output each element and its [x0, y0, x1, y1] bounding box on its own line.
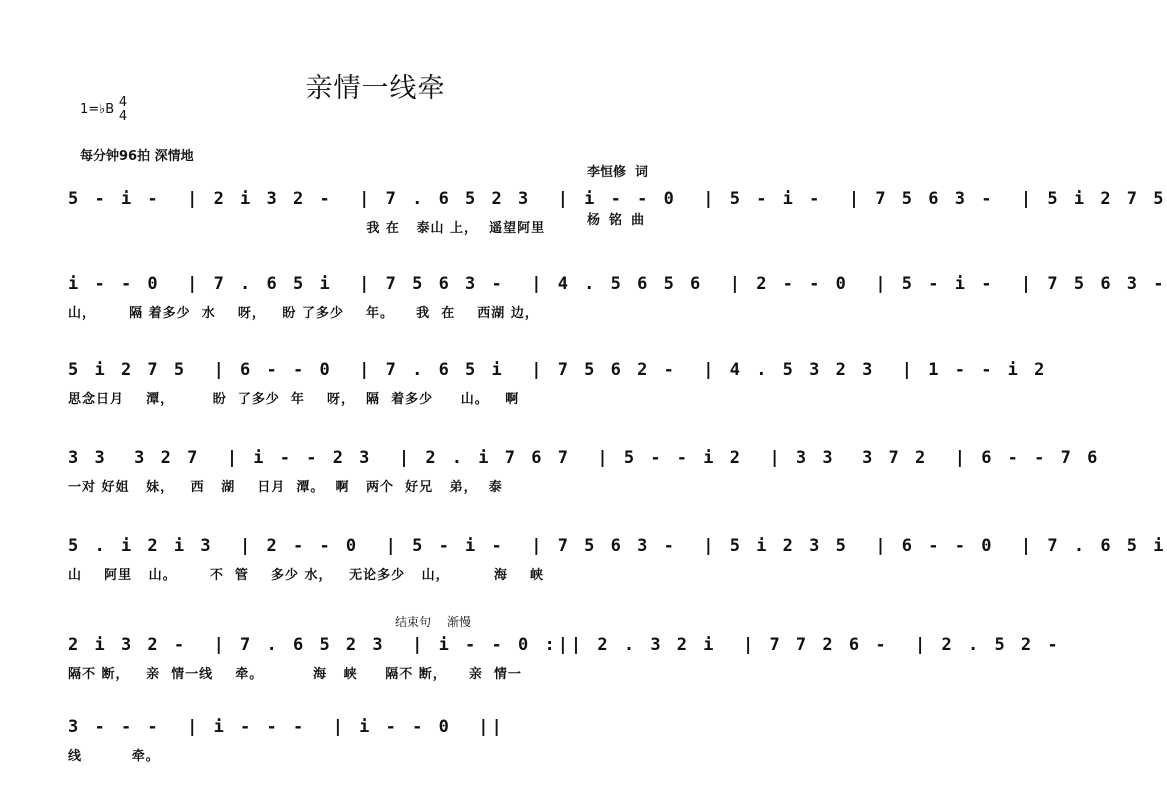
time-top: 4 — [118, 95, 128, 110]
notes-line-5: 5 . i 2 i 3 | 2 - - 0 | 5 - i - | 7 5 6 3 - | 5 i 2 3 5 | 6 - - 0 | 7 . 6 5 i — [68, 536, 1167, 556]
lyrics-line-5: 山 阿里 山。 不 管 多少 水， 无论多少 山， 海 峡 — [68, 568, 544, 583]
lyricist-credit: 李恒修 词 — [587, 165, 649, 180]
lyrics-line-2: 山， 隔 着多少 水 呀， 盼 了多少 年。 我 在 西湖 边， — [68, 306, 539, 321]
notes-line-4: 3 3 3 2 7 | i - - 2 3 | 2 . i 7 6 7 | 5 - - i 2 | 3 3 3 7 2 | 6 - - 7 6 — [68, 448, 1101, 468]
song-title: 亲情一线牵 — [305, 73, 446, 104]
score-line-1 — [0, 187, 1167, 237]
lyrics-line-1: 我 在 泰山 上， 遥望阿里 — [68, 221, 546, 236]
lyrics-line-6: 隔不 断， 亲 情一线 牵。 海 峡 隔不 断， 亲 情一 — [68, 667, 522, 682]
score-line-7 — [0, 715, 751, 765]
score-line-2 — [0, 272, 1167, 322]
notes-line-3: 5 i 2 7 5 | 6 - - 0 | 7 . 6 5 i | 7 5 6 2 - | 4 . 5 3 2 3 | 1 - - i 2 — [68, 360, 1048, 380]
rit-annotation: 渐慢 — [447, 615, 472, 629]
lyrics-line-4: 一对 好姐 妹， 西 湖 日月 潭。 啊 两个 好兄 弟， 泰 — [68, 480, 503, 495]
ending-annotation: 结束句 — [395, 615, 432, 629]
notes-line-2: i - - 0 | 7 . 6 5 i | 7 5 6 3 - | 4 . 5 6 5 6 | 2 - - 0 | 5 - i - | 7 5 6 3 - — [68, 274, 1167, 294]
time-signature — [117, 96, 129, 124]
key-text: 1=♭B — [80, 102, 115, 117]
notes-line-1: 5 - i - | 2 i 3 2 - | 7 . 6 5 2 3 | i - - 0 | 5 - i - | 7 5 6 3 - | 5 i 2 7 5 — [68, 189, 1167, 209]
score-line-3 — [0, 358, 1048, 408]
score-line-5 — [0, 534, 1167, 584]
notes-line-7: 3 - - - | i - - - | i - - 0 || — [68, 717, 505, 737]
time-bottom: 4 — [118, 109, 128, 124]
tempo-marking: 每分钟96拍 深情地 — [80, 149, 194, 164]
notes-line-6: 2 i 3 2 - | 7 . 6 5 2 3 | i - - 0 :|| 2 . 3 2 i | 7 7 2 6 - | 2 . 5 2 - — [68, 635, 1061, 655]
composer-credit: 杨 铭 曲 — [587, 213, 645, 228]
lyrics-line-3: 思念日月 潭， 盼 了多少 年 呀， 隔 着多少 山。 啊 — [68, 392, 520, 407]
score-line-4 — [0, 446, 1101, 496]
score-line-6 — [0, 633, 1061, 683]
lyrics-line-7: 线 牵。 — [68, 749, 160, 764]
